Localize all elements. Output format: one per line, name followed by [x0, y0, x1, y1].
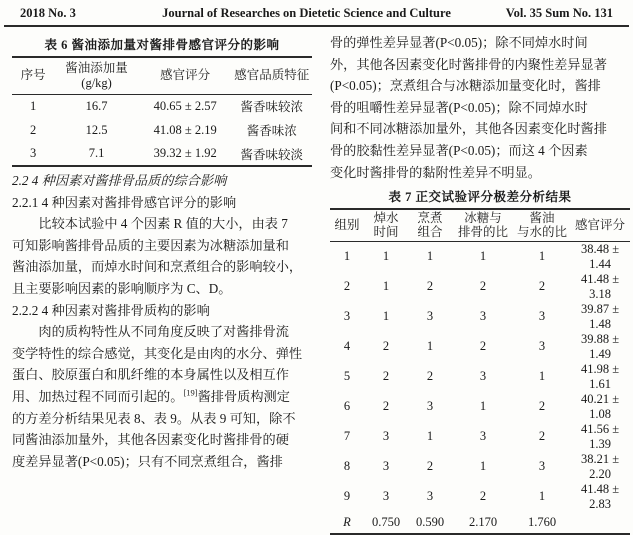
column-header-line: 酱油	[529, 211, 555, 226]
table-cell	[570, 512, 630, 534]
table-cell: 3	[426, 489, 434, 504]
body-line: 可知影响酱排骨品质的主要因素为冰糖添加量和	[12, 237, 289, 253]
table-cell: 38.21 ± 2.20	[580, 451, 620, 481]
table-cell: 39.88 ± 1.49	[580, 331, 620, 361]
table-cell: 2	[343, 279, 351, 294]
body-line: 比较本试验中 4 个因素 R 值的大小，由表 7	[38, 216, 288, 232]
table-cell: 41.08 ± 2.19	[153, 122, 217, 137]
column-header-group	[330, 209, 364, 241]
table-cell: 3	[479, 369, 487, 384]
table-row	[330, 272, 630, 302]
column-header-line: 排骨的比	[457, 225, 508, 240]
journal-title: Journal of Researches on Dietetic Science and Culture	[162, 6, 451, 20]
column-header-unit: (g/kg)	[81, 75, 112, 90]
body-line: 酱油添加量，而焯水时间和烹煮组合的影响较小，	[12, 259, 303, 275]
table-cell: 9	[343, 489, 351, 504]
table-cell: 0.750	[371, 514, 401, 529]
body-line: 度差异显著(P<0.05)；只有不同烹煮组合，酱排	[12, 453, 283, 469]
body-line: 且主要影响因素的影响顺序为 C、D。	[12, 280, 232, 296]
table-row	[330, 512, 630, 534]
table6-header	[12, 57, 312, 94]
table-cell: 1	[382, 309, 390, 324]
table-cell: 3	[382, 459, 390, 474]
table7-header	[330, 209, 630, 241]
table-cell: 3	[479, 429, 487, 444]
table-cell: 3	[538, 339, 546, 354]
table6-body	[12, 94, 312, 166]
column-header-sugar-ratio	[452, 209, 514, 241]
table-cell: 39.32 ± 1.92	[153, 146, 217, 160]
table-cell: 39.87 ± 1.48	[580, 301, 620, 331]
table-cell: 3	[538, 459, 546, 474]
column-header-blanching-time	[364, 209, 408, 241]
column-header-score: 感官评分	[160, 68, 211, 83]
table-cell: 16.7	[85, 98, 108, 113]
table-cell: 41.48 ± 3.18	[580, 271, 620, 301]
column-header-line: 组合	[417, 225, 443, 240]
table-row	[12, 94, 312, 118]
table-cell: 1	[382, 249, 390, 264]
journal-issue: 2018 No. 3	[20, 6, 76, 20]
table-cell: 1	[426, 339, 434, 354]
table-row	[12, 142, 312, 166]
table-cell: 7	[343, 429, 351, 444]
table-cell: 2	[538, 399, 546, 414]
table-cell: 7.1	[88, 146, 105, 160]
table-cell: 1	[30, 98, 37, 113]
table-cell: 2	[538, 279, 546, 294]
table-cell: 1	[479, 399, 487, 414]
table-cell: 41.48 ± 2.83	[580, 481, 620, 511]
table-cell: 2	[426, 459, 434, 474]
body-text-part: 用、加热过程不同而引起的。	[12, 388, 184, 404]
column-header-line: 冰糖与	[464, 211, 502, 226]
right-column	[330, 31, 630, 535]
table-cell: 41.56 ± 1.39	[580, 421, 620, 451]
page-body	[0, 27, 633, 535]
table-cell: 1	[538, 489, 546, 504]
table-cell: 3	[479, 309, 487, 324]
table-cell: 1.760	[527, 514, 557, 529]
table-cell: 1	[343, 249, 351, 264]
column-header-soy-water-ratio	[514, 209, 570, 241]
table-header-row	[330, 209, 630, 241]
table-cell: 2	[382, 339, 390, 354]
column-header-line: 感官评分	[574, 218, 625, 233]
table-cell: 2	[538, 429, 546, 444]
table-cell: 38.48 ± 1.44	[580, 241, 620, 271]
body-line-with-reference	[12, 386, 312, 408]
left-column	[12, 31, 312, 535]
table-row	[330, 482, 630, 512]
column-header-line: 与水的比	[516, 225, 567, 240]
table-row	[330, 452, 630, 482]
table-cell: 3	[426, 399, 434, 414]
table-cell: 2	[479, 279, 487, 294]
body-line: 同酱油添加量外，其他各因素变化时酱排骨的硬	[12, 432, 289, 448]
body-line: 外，其他各因素变化时酱排骨的内聚性差异显著	[330, 56, 607, 72]
table-cell: 2	[479, 489, 487, 504]
column-header-line: 焯水	[373, 211, 399, 226]
column-header-soy-amount	[54, 57, 139, 94]
table-cell: 8	[343, 459, 351, 474]
table-cell: R	[343, 514, 351, 529]
table-row	[330, 422, 630, 452]
table-cell: 3	[343, 309, 351, 324]
table-row	[330, 392, 630, 422]
column-header-quality: 感官品质特征	[234, 68, 310, 83]
table-cell: 6	[343, 399, 351, 414]
section-heading-2-2: 2.2 4 种因素对酱排骨品质的综合影响	[12, 173, 227, 188]
table-cell: 3	[382, 489, 390, 504]
reference-superscript: [19]	[183, 387, 198, 398]
body-line: 蛋白、胶原蛋白和肌纤维的本身属性以及相互作	[12, 367, 289, 383]
body-text-part: 酱排骨质构测定	[197, 388, 290, 404]
body-line: 变学特性的综合感觉，其变化是由肉的水分、弹性	[12, 345, 303, 361]
table-cell: 2	[382, 399, 390, 414]
table-cell: 1	[426, 429, 434, 444]
table-cell: 40.65 ± 2.57	[153, 98, 217, 113]
table-cell: 1	[538, 369, 546, 384]
body-line: (P<0.05)；烹煮组合与冰糖添加量变化时，酱排	[330, 78, 601, 94]
right-column-text	[330, 32, 630, 183]
column-header-line: 烹煮	[417, 211, 443, 226]
table-cell: 3	[538, 309, 546, 324]
table-cell: 2.170	[468, 514, 498, 529]
body-line: 骨的咀嚼性差异显著(P<0.05)；除不同焯水时	[330, 99, 588, 115]
table-cell: 酱香味较淡	[240, 147, 303, 162]
column-header-line: 酱油添加量	[65, 60, 128, 75]
table-cell: 1	[538, 249, 546, 264]
table-row	[330, 241, 630, 272]
table-row	[12, 118, 312, 142]
column-header-cooking-combo	[408, 209, 452, 241]
table-cell: 1	[479, 459, 487, 474]
table-cell: 4	[343, 339, 351, 354]
table-cell: 1	[382, 279, 390, 294]
body-line: 变化时酱排骨的黏附性差异不明显。	[330, 164, 541, 180]
table6-title: 表 6 酱油添加量对酱排骨感官评分的影响	[44, 38, 280, 52]
column-header-line: 时间	[373, 225, 399, 240]
table-cell: 2	[426, 369, 434, 384]
table-cell: 5	[343, 369, 351, 384]
table-cell: 2	[426, 279, 434, 294]
table-cell: 0.590	[415, 514, 445, 529]
table-row	[330, 302, 630, 332]
table-cell: 酱香味较浓	[240, 100, 303, 115]
table-row	[330, 332, 630, 362]
table-cell: 40.21 ± 1.08	[580, 391, 620, 421]
table-cell: 1	[426, 249, 434, 264]
table-cell: 3	[426, 309, 434, 324]
table-cell: 3	[30, 146, 37, 160]
body-line: 的方差分析结果见表 8、表 9。从表 9 可知，除不	[12, 410, 296, 426]
section-heading-2-2-2: 2.2.2 4 种因素对酱排骨质构的影响	[12, 302, 210, 318]
table-cell: 1	[479, 249, 487, 264]
body-line: 肉的质构特性从不同角度反映了对酱排骨流	[38, 324, 289, 340]
left-column-text	[12, 170, 312, 472]
table-cell: 41.98 ± 1.61	[580, 361, 620, 391]
table7	[330, 208, 630, 535]
section-heading-2-2-1: 2.2.1 4 种因素对酱排骨感官评分的影响	[12, 194, 237, 210]
table6	[12, 56, 312, 167]
table-cell: 2	[30, 122, 37, 137]
table-cell: 酱香味浓	[246, 124, 297, 138]
table7-body	[330, 241, 630, 534]
table-cell: 2	[479, 339, 487, 354]
body-line: 骨的弹性差异显著(P<0.05)；除不同焯水时间	[330, 35, 588, 50]
table-cell: 12.5	[85, 122, 108, 137]
body-line: 间和不同冰糖添加量外，其他各因素变化时酱排	[330, 121, 607, 137]
table7-title: 表 7 正交试验评分极差分析结果	[388, 190, 572, 205]
column-header-line: 组别	[334, 218, 360, 233]
page-header	[4, 0, 629, 27]
journal-volume: Vol. 35 Sum No. 131	[505, 6, 613, 20]
table-row	[330, 362, 630, 392]
table-cell: 2	[382, 369, 390, 384]
body-line: 骨的胶黏性差异显著(P<0.05)；而这 4 个因素	[330, 142, 588, 158]
column-header-index: 序号	[20, 68, 46, 83]
column-header-sensory-score	[570, 209, 630, 241]
table-cell: 3	[382, 429, 390, 444]
table-header-row	[12, 57, 312, 94]
